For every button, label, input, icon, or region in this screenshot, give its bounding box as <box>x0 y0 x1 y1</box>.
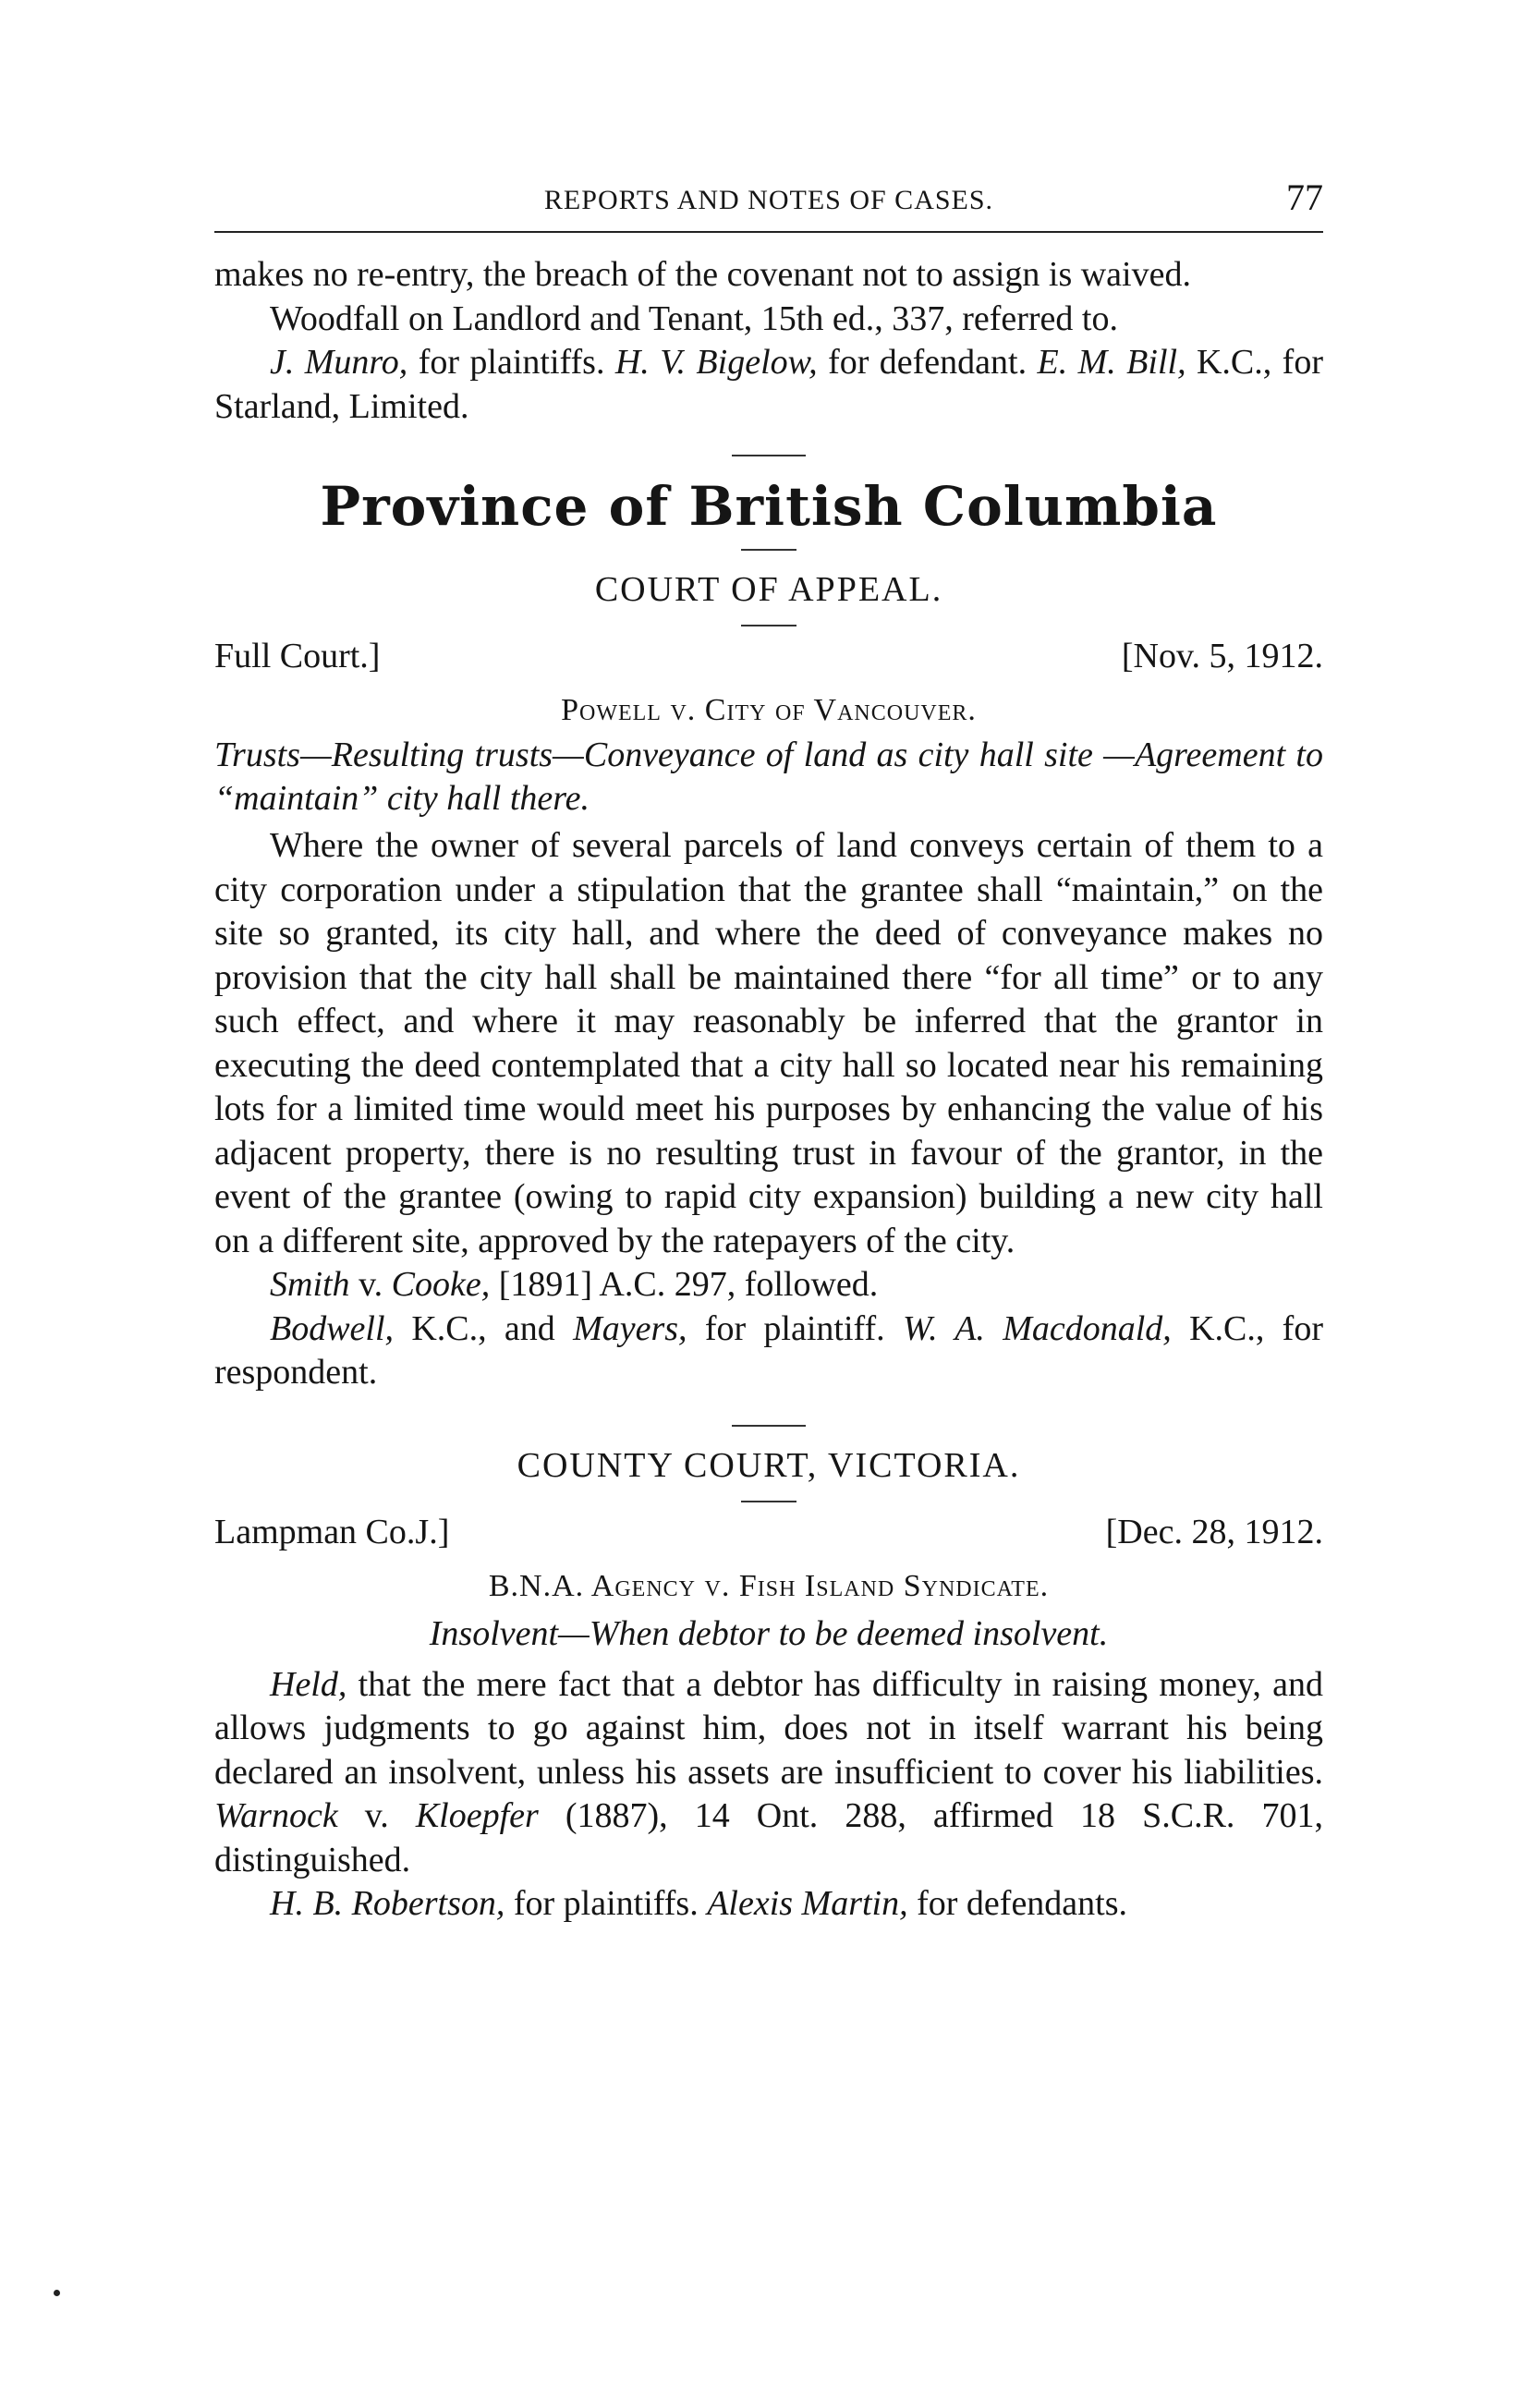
citation-name: Kloepfer <box>415 1796 539 1835</box>
case-citation <box>214 1263 1323 1307</box>
margin-dot <box>54 2290 60 2296</box>
citation-text: (1887), 14 Ont. 288, affirmed 18 S.C.R. 701, distinguished. <box>214 1796 1323 1879</box>
counsel-name: Alexis Martin, <box>707 1884 908 1923</box>
case-body <box>214 1663 1323 1883</box>
counsel-text: for plaintiff. <box>687 1308 903 1348</box>
case-body: Where the owner of several parcels of land conveys certain of them to a city corporation under a stipulation that the grantee shall “maintain,” on the site so granted, its city hall, and where the deed of conveyance makes no provision that the city hall shall be maintained there “for all time” or to any such effect, and where it may reasonably be inferred that the grantor in executing the deed contemplated that a city hall so located near his remaining lots for a limited time would meet his purposes by enhancing the value of his adjacent property, there is no resulting trust in favour of the grantor, in the event of the grantee (owing to rapid city expansion) building a new city hall on a different site, approved by the ratepayers of the city. <box>214 826 1323 1260</box>
counsel-name: J. Munro, <box>270 343 408 382</box>
case-headnote: Insolvent—When debtor to be deemed insolvent. <box>429 1613 1109 1653</box>
case-headnote: Trusts—Resulting trusts—Conveyance of land as city hall site —Agreement to “maintain” city hall there. <box>214 736 1323 818</box>
counsel-text: for defendants. <box>907 1884 1128 1923</box>
counsel-text: for plaintiffs. <box>407 343 615 382</box>
counsel-name: E. M. Bill, <box>1037 343 1186 382</box>
citation-text: v. <box>349 1265 392 1304</box>
counsel-name: H. V. Bigelow, <box>614 343 818 382</box>
page-content <box>214 176 1323 1927</box>
running-header <box>214 176 1323 224</box>
citation-text: [1891] A.C. 297, followed. <box>490 1265 879 1304</box>
counsel-paragraph <box>214 1882 1323 1927</box>
case-title: B.N.A. Agency v. Fish Island Syndicate. <box>488 1568 1050 1603</box>
section-separator <box>732 455 806 456</box>
decision-date: [Nov. 5, 1912. <box>1121 637 1323 675</box>
held-label: Held, <box>270 1664 347 1704</box>
counsel-text: K.C., for Starland, Limited. <box>214 343 1323 426</box>
citation-name: Cooke, <box>391 1265 491 1304</box>
court-heading: COUNTY COURT, VICTORIA. <box>517 1445 1021 1485</box>
counsel-text: for defendant. <box>817 343 1038 382</box>
decision-date: [Dec. 28, 1912. <box>1105 1512 1323 1551</box>
section-separator <box>732 1425 806 1427</box>
bench-judge: Lampman Co.J.] <box>214 1512 450 1551</box>
counsel-paragraph <box>214 341 1323 429</box>
counsel-paragraph <box>214 1307 1323 1395</box>
court-heading: COURT OF APPEAL. <box>594 570 943 609</box>
continuation-paragraph: makes no re-entry, the breach of the covenant not to assign is waived. <box>214 255 1191 294</box>
header-rule <box>214 231 1323 233</box>
reference-paragraph: Woodfall on Landlord and Tenant, 15th ed., 337, referred to. <box>270 298 1118 338</box>
counsel-name: Bodwell, <box>270 1308 395 1348</box>
counsel-name: Mayers, <box>573 1308 687 1348</box>
province-heading: Province of British Columbia <box>320 475 1218 538</box>
citation-name: Warnock <box>214 1796 338 1835</box>
counsel-text: K.C., and <box>394 1308 574 1348</box>
counsel-name: W. A. Macdonald, <box>902 1308 1172 1348</box>
bench-court: Full Court.] <box>214 637 381 675</box>
counsel-text: K.C., for respondent. <box>214 1308 1323 1392</box>
body-text: that the mere fact that a debtor has difficulty in raising money, and allows judgments to go against him, does not in itself warrant his being declared an insolvent, unless his assets are insufficient to cover his liabilities. <box>214 1664 1323 1792</box>
running-title: REPORTS AND NOTES OF CASES. <box>543 185 994 215</box>
case-title: Powell v. City of Vancouver. <box>561 693 977 727</box>
citation-text: v. <box>337 1796 416 1835</box>
heading-separator <box>741 549 796 551</box>
bench-line <box>214 636 1323 687</box>
court-separator <box>741 1501 796 1502</box>
bench-line <box>214 1512 1323 1563</box>
counsel-text: for plaintiffs. <box>505 1884 708 1923</box>
citation-name: Smith <box>270 1265 350 1304</box>
court-separator <box>741 625 796 626</box>
counsel-name: H. B. Robertson, <box>270 1884 505 1923</box>
page-number: 77 <box>1286 176 1323 218</box>
